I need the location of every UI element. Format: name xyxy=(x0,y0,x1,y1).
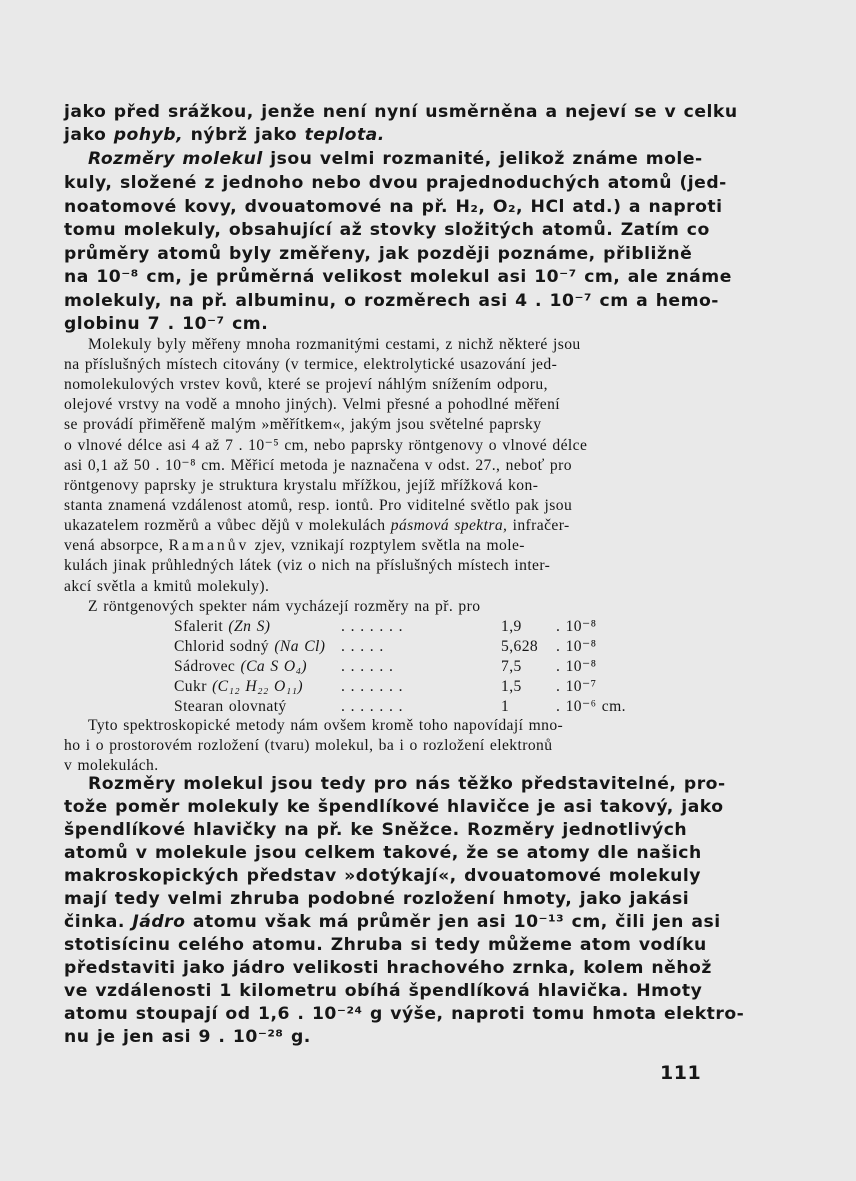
paragraph-heading: Rozměry molekul xyxy=(88,149,263,169)
size-factor: . 10⁻⁸ xyxy=(556,658,597,675)
substance-name: Chlorid sodný (Na Cl) xyxy=(174,638,326,655)
substance-name: Sádrovec (Ca S O₄) xyxy=(174,658,307,675)
size-factor: . 10⁻⁸ xyxy=(556,638,597,655)
note-line: vená absorpce, Ramanův zjev, vznikají rozptylem světla na mole- xyxy=(64,537,525,554)
text-line: stotisícinu celého atomu. Zhruba si tedy můžeme atom vodíku xyxy=(64,935,707,955)
note-line: Molekuly byly měřeny mnoha rozmanitými cestami, z nichž některé jsou xyxy=(88,336,581,353)
chemical-formula: (Na Cl) xyxy=(274,638,326,655)
table-row xyxy=(174,677,596,697)
text-line: špendlíkové hlavičky na př. ke Sněžce. Rozměry jednotlivých xyxy=(64,820,688,840)
text-line: makroskopických představ »dotýkají«, dvouatomové molekuly xyxy=(64,866,701,886)
chemical-formula: (C₁₂ H₂₂ O₁₁) xyxy=(212,678,303,695)
size-factor: . 10⁻⁸ xyxy=(556,618,597,635)
spaced-name: Ramanův xyxy=(168,537,250,554)
size-value: 1,9 xyxy=(501,618,522,635)
note-line: asi 0,1 až 50 . 10⁻⁸ cm. Měřicí metoda je naznačena v odst. 27., neboť pro xyxy=(64,457,572,474)
note-line: na příslušných místech citovány (v termice, elektrolytické usazování jed- xyxy=(64,356,558,373)
size-value: 5,628 xyxy=(501,638,539,655)
size-factor: . 10⁻⁶ cm. xyxy=(556,698,626,715)
size-factor: . 10⁻⁷ xyxy=(556,678,597,695)
table-row xyxy=(174,697,626,717)
chemical-formula: (Zn S) xyxy=(228,618,271,635)
note-line: se provádí přiměřeně malým »měřítkem«, jakým jsou světelné paprsky xyxy=(64,416,542,433)
text-line: představiti jako jádro velikosti hrachového zrnka, kolem něhož xyxy=(64,958,712,978)
note-line: ho i o prostorovém rozložení (tvaru) molekul, ba i o rozložení elektronů xyxy=(64,737,553,754)
note-line: nomolekulových vrstev kovů, které se projeví náhlým snížením odporu, xyxy=(64,376,548,393)
chemical-formula: (Ca S O₄) xyxy=(240,658,307,675)
text-line: molekuly, na př. albuminu, o rozměrech asi 4 . 10⁻⁷ cm a hemo- xyxy=(64,291,719,311)
substance-name: Sfalerit (Zn S) xyxy=(174,618,271,635)
note-line: olejové vrstvy na vodě a mnoho jiných). Velmi přesné a pohodlné měření xyxy=(64,396,561,413)
text-line: nu je jen asi 9 . 10⁻²⁸ g. xyxy=(64,1027,311,1047)
dot-leader: . . . . . xyxy=(341,638,384,655)
text-line: tože poměr molekuly ke špendlíkové hlavičce je asi takový, jako xyxy=(64,797,724,817)
text-line: Rozměry molekul jsou tedy pro nás těžko představitelné, pro- xyxy=(88,774,726,794)
note-line: akcí světla a kmitů molekuly). xyxy=(64,578,270,595)
note-line: röntgenovy paprsky je struktura krystalu mřížkou, jejíž mřížková kon- xyxy=(64,477,539,494)
emphasis-term: Jádro xyxy=(132,912,186,932)
size-value: 1,5 xyxy=(501,678,522,695)
table-row xyxy=(174,657,596,677)
text-line: činka. Jádro atomu však má průměr jen asi 10⁻¹³ cm, čili jen asi xyxy=(64,912,721,932)
dot-leader: . . . . . . xyxy=(341,658,394,675)
text-line: jako pohyb, nýbrž jako teplota. xyxy=(64,125,385,145)
emphasis-term: pásmová spektra, xyxy=(390,517,508,534)
note-line: kulách jinak průhledných látek (viz o nich na příslušných místech inter- xyxy=(64,557,551,574)
size-value: 1 xyxy=(501,698,510,715)
table-row xyxy=(174,617,596,637)
text-line: kuly, složené z jednoho nebo dvou prajednoduchých atomů (jed- xyxy=(64,173,727,193)
size-value: 7,5 xyxy=(501,658,522,675)
text-line: noatomové kovy, dvouatomové na př. H₂, O₂, HCl atd.) a naproti xyxy=(64,197,723,217)
note-line: o vlnové délce asi 4 až 7 . 10⁻⁵ cm, nebo paprsky röntgenovy o vlnové délce xyxy=(64,437,588,454)
text-line: ve vzdálenosti 1 kilometru obíhá špendlíková hlavička. Hmoty xyxy=(64,981,703,1001)
note-line: stanta znamená vzdálenost atomů, resp. iontů. Pro viditelné světlo pak jsou xyxy=(64,497,573,514)
note-line: v molekulách. xyxy=(64,757,159,774)
text-line: Rozměry molekul jsou velmi rozmanité, jelikož známe mole- xyxy=(88,149,703,169)
substance-name: Stearan olovnatý xyxy=(174,698,287,715)
text-line: tomu molekuly, obsahující až stovky složitých atomů. Zatím co xyxy=(64,220,710,240)
note-line: Z röntgenových spekter nám vycházejí rozměry na př. pro xyxy=(88,598,481,615)
substance-name: Cukr (C₁₂ H₂₂ O₁₁) xyxy=(174,678,303,695)
emphasis-term: pohyb, xyxy=(113,125,184,145)
dot-leader: . . . . . . . xyxy=(341,698,403,715)
page-number: 111 xyxy=(660,1062,702,1084)
text-line: průměry atomů byly změřeny, jak později poznáme, přibližně xyxy=(64,244,693,264)
dot-leader: . . . . . . . xyxy=(341,678,403,695)
dot-leader: . . . . . . . xyxy=(341,618,403,635)
note-line: ukazatelem rozměrů a vůbec dějů v molekulách pásmová spektra, infračer- xyxy=(64,517,570,534)
text-line: jako před srážkou, jenže není nyní usměrněna a nejeví se v celku xyxy=(64,102,738,122)
table-row xyxy=(174,637,596,657)
note-line: Tyto spektroskopické metody nám ovšem kromě toho napovídají mno- xyxy=(88,717,564,734)
text-line: globinu 7 . 10⁻⁷ cm. xyxy=(64,314,269,334)
emphasis-term: teplota. xyxy=(304,125,385,145)
text-line: atomu stoupají od 1,6 . 10⁻²⁴ g výše, naproti tomu hmota elektro- xyxy=(64,1004,745,1024)
text-line: mají tedy velmi zhruba podobné rozložení hmoty, jako jakási xyxy=(64,889,690,909)
text-line: na 10⁻⁸ cm, je průměrná velikost molekul asi 10⁻⁷ cm, ale známe xyxy=(64,267,732,287)
text-line: atomů v molekule jsou celkem takové, že se atomy dle našich xyxy=(64,843,702,863)
